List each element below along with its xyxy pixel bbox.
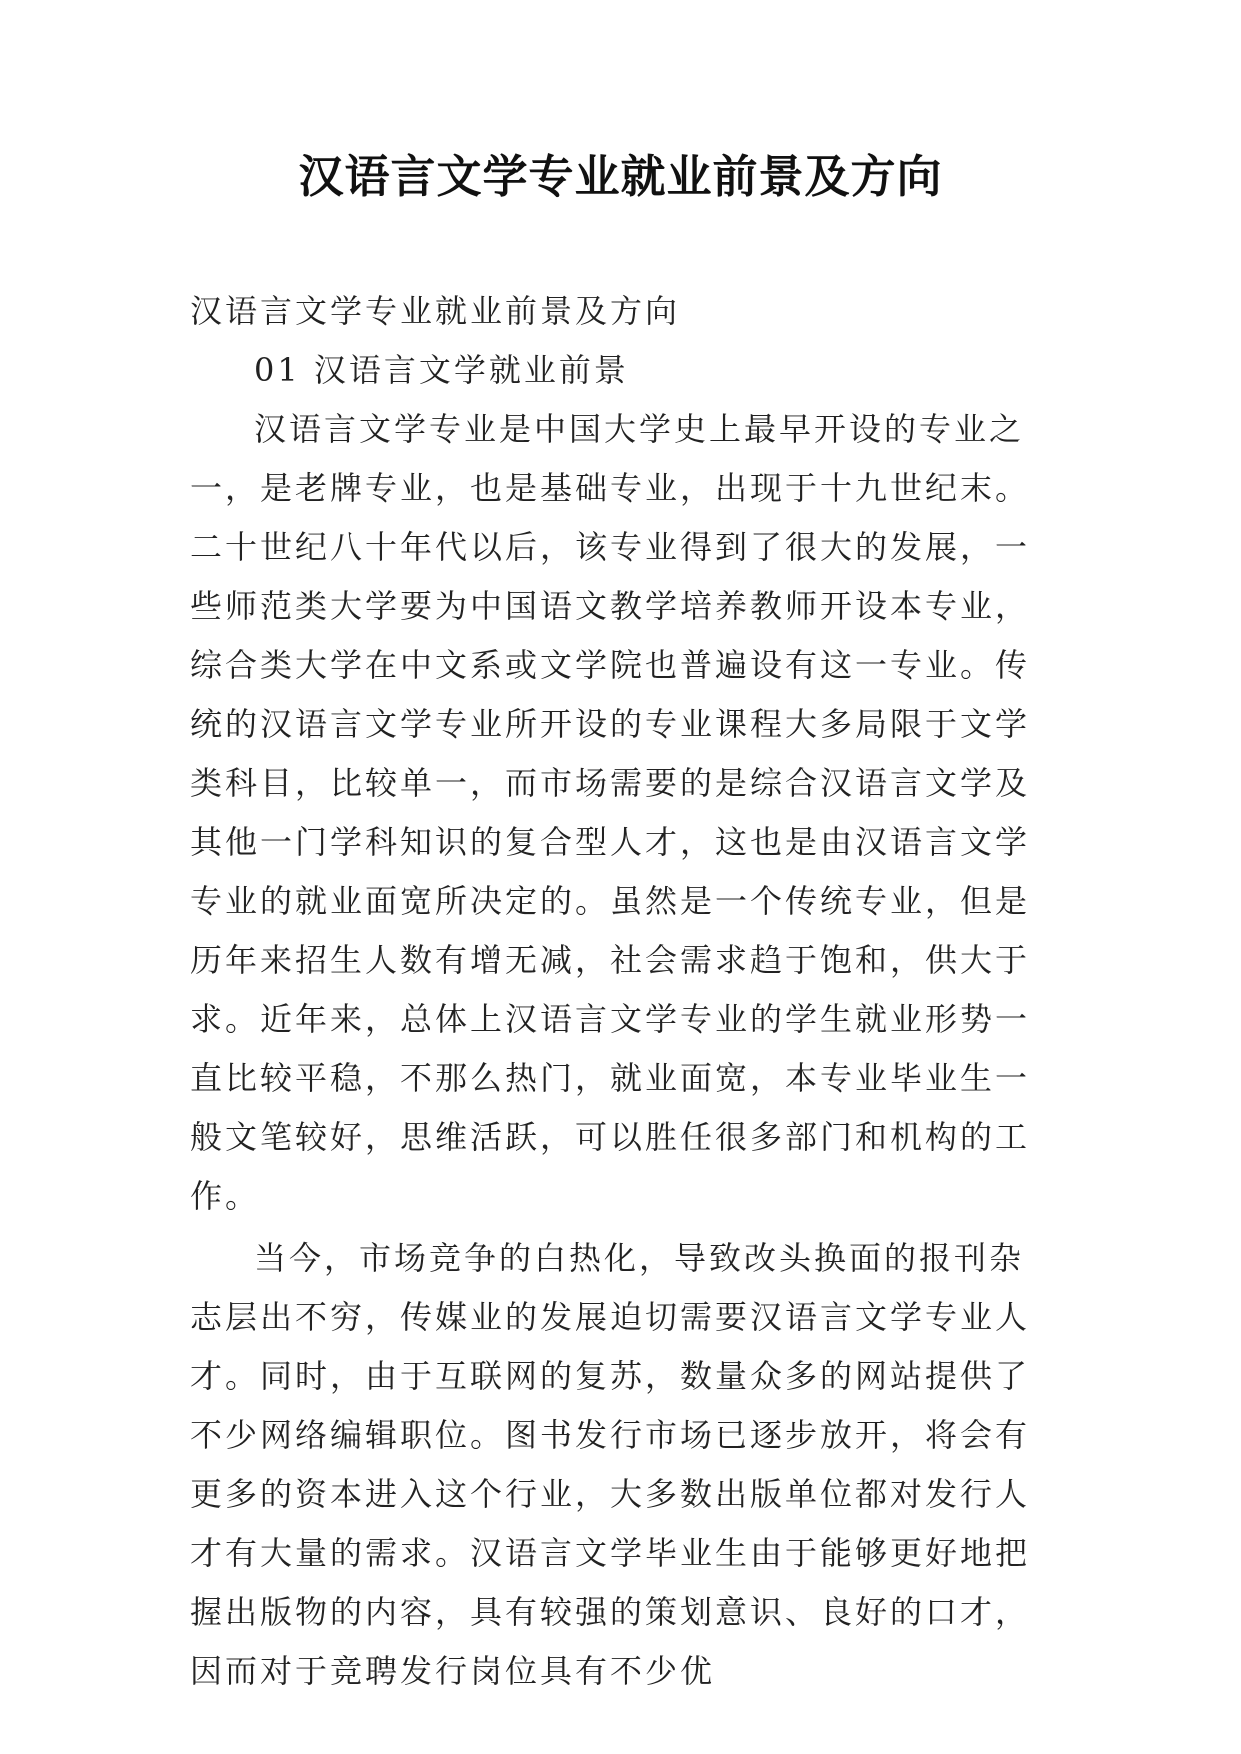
body-paragraph-1: 汉语言文学专业是中国大学史上最早开设的专业之一，是老牌专业，也是基础专业，出现于十九世纪末。二十世纪八十年代以后，该专业得到了很大的发展，一些师范类大学要为中国语文教学培养教师开设本专业，综合类大学在中文系或文学院也普遍设有这一专业。传统的汉语言文学专业所开设的专业课程大多局限于文学类科目，比较单一，而市场需要的是综合汉语言文学及其他一门学科知识的复合型人才，这也是由汉语言文学专业的就业面宽所决定的。虽然是一个传统专业，但是历年来招生人数有增无减，社会需求趋于饱和，供大于求。近年来，总体上汉语言文学专业的学生就业形势一直比较平稳，不那么热门，就业面宽，本专业毕业生一般文笔较好，思维活跃，可以胜任很多部门和机构的工作。 xyxy=(190,410,1031,1215)
document-subtitle: 汉语言文学专业就业前景及方向 xyxy=(190,292,681,330)
body-paragraph-2: 当今，市场竞争的白热化，导致改头换面的报刊杂志层出不穷，传媒业的发展迫切需要汉语言文学专业人才。同时，由于互联网的复苏，数量众多的网站提供了不少网络编辑职位。图书发行市场已逐步放开，将会有更多的资本进入这个行业，大多数出版单位都对发行人才有大量的需求。汉语言文学毕业生由于能够更好地把握出版物的内容，具有较强的策划意识、良好的口才，因而对于竞聘发行岗位具有不少优 xyxy=(190,1239,1031,1690)
document-title: 汉语言文学专业就业前景及方向 xyxy=(298,150,943,203)
section-heading: 01 汉语言文学就业前景 xyxy=(254,351,629,389)
document-body xyxy=(190,282,1050,1701)
